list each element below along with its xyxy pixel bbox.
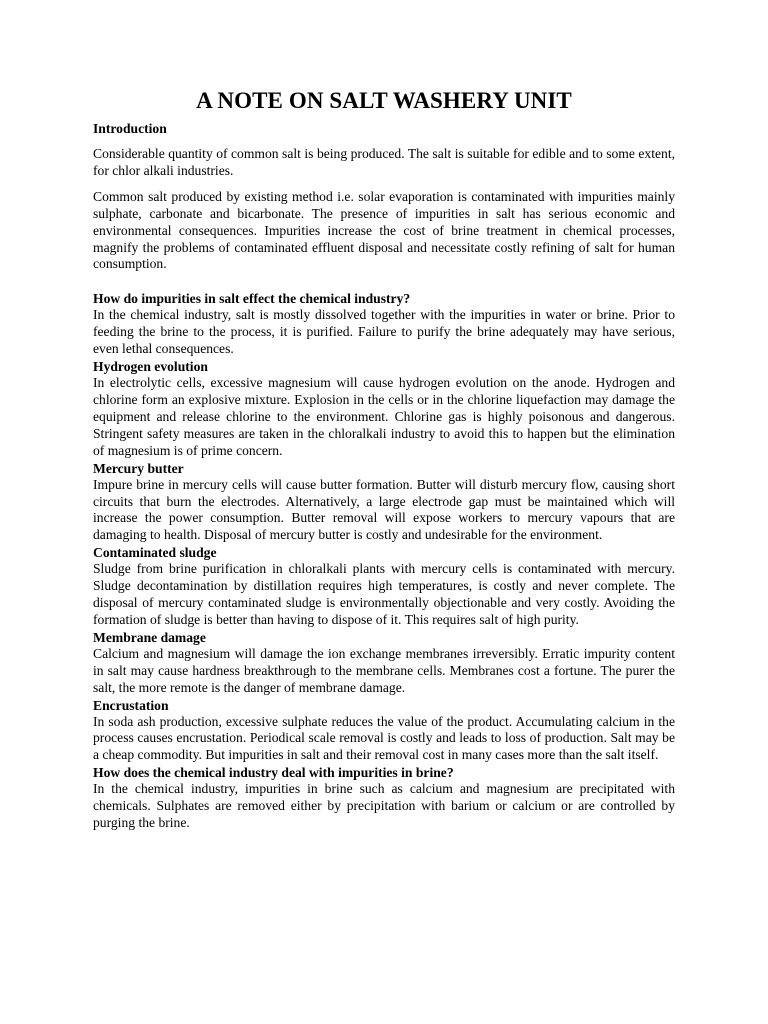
section-heading-encrustation: Encrustation [93, 697, 169, 713]
section-text-impurities-effect: In the chemical industry, salt is mostly dissolved together with the impurities in water or brine. Prior to feeding the brine to the process, it is purified. Failure to purify the brine adequately may have serious, even lethal consequences. [93, 307, 675, 357]
section-text-contaminated-sludge: Sludge from brine purification in chloralkali plants with mercury cells is contaminated with mercury. Sludge decontamination by distillation requires high temperatures, is costly and never complete. The disposal of mercury contaminated sludge is environmentally objectionable and very costly. Avoiding the formation of sludge is better than having to dispose of it. This requires salt of high purity. [93, 561, 675, 627]
section-heading-hydrogen-evolution: Hydrogen evolution [93, 359, 208, 375]
section-text-encrustation: In soda ash production, excessive sulphate reduces the value of the product. Accumulating calcium in the process causes encrustation. Periodical scale removal is costly and leads to loss of production. Salt may be a cheap commodity. But impurities in salt and their removal cost in many cases more than the salt itself. [93, 713, 675, 763]
section-text-mercury-butter: Impure brine in mercury cells will cause butter formation. Butter will disturb mercury flow, causing short circuits that burn the electrodes. Alternatively, a large electrode gap must be maintained which will increase the power consumption. Butter removal will expose workers to mercury vapours that are damaging to health. Disposal of mercury butter is costly and undesirable for the environment. [93, 476, 675, 543]
section-text-hydrogen-evolution: In electrolytic cells, excessive magnesium will cause hydrogen evolution on the anode. Hydrogen and chlorine form an explosive mixture. Explosion in the cells or in the chlorine liquefaction may damage the equipment and release chlorine to the environment. Chlorine gas is highly poisonous and dangerous. Stringent safety measures are taken in the chloralkali industry to avoid this to happen but the elimination of magnesium is of prime concern. [93, 375, 675, 458]
section-heading-contaminated-sludge: Contaminated sludge [93, 545, 217, 561]
section-heading-industry-deal: How does the chemical industry deal with impurities in brine? [93, 765, 454, 781]
intro-paragraph-1: Considerable quantity of common salt is being produced. The salt is suitable for edible and to some extent, for chlor alkali industries. [93, 146, 675, 178]
document-title: A NOTE ON SALT WASHERY UNIT [196, 88, 572, 113]
section-heading-membrane-damage: Membrane damage [93, 629, 206, 645]
section-heading-mercury-butter: Mercury butter [93, 460, 184, 476]
section-heading-impurities-effect: How do impurities in salt effect the chemical industry? [93, 291, 411, 307]
intro-paragraph-2: Common salt produced by existing method i.e. solar evaporation is contaminated with impurities mainly sulphate, carbonate and bicarbonate. The presence of impurities in salt has serious economic and environmental consequences. Impurities increase the cost of brine treatment in chemical processes, magnify the problems of contaminated effluent disposal and necessitate costly refining of salt for human consumption. [93, 188, 675, 272]
section-text-industry-deal: In the chemical industry, impurities in brine such as calcium and magnesium are precipitated with chemicals. Sulphates are removed either by precipitation with barium or calcium or are controlled by purging the brine. [93, 781, 675, 831]
section-text-membrane-damage: Calcium and magnesium will damage the ion exchange membranes irreversibly. Erratic impurity content in salt may cause hardness breakthrough to the membrane cells. Membranes cost a fortune. The purer the salt, the more remote is the danger of membrane damage. [93, 645, 675, 695]
section-heading-introduction: Introduction [93, 121, 167, 136]
